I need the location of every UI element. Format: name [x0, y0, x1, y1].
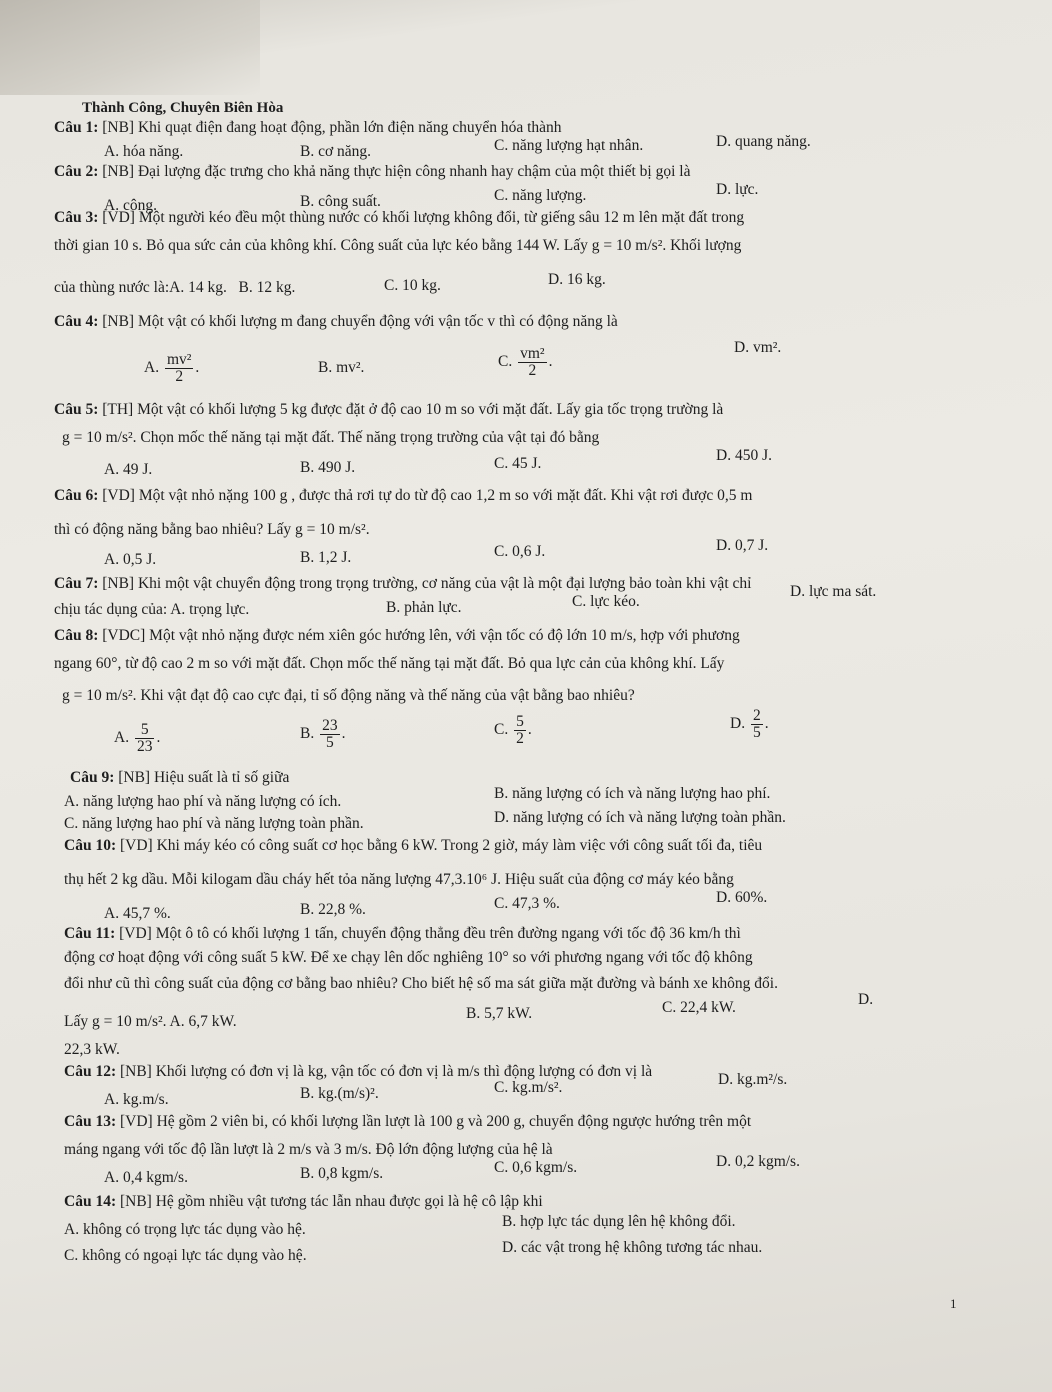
q8-option-a: A. $\frac{5}{23}$ . [114, 721, 161, 755]
q5-option-d: D. 450 J. [716, 447, 772, 464]
question-14-stem: Câu 14: [NB] Hệ gồm nhiều vật tương tác lẫn nhau được gọi là hệ cô lập khi [64, 1193, 543, 1210]
q6-option-b: B. 1,2 J. [300, 549, 352, 566]
q7-option-b: B. phản lực. [386, 599, 462, 616]
question-3-stem-2: thời gian 10 s. Bỏ qua sức cản của không khí. Công suất của lực kéo bằng 144 W. Lấy g = 10 m/s². Khối lượng [54, 237, 742, 254]
q13-option-b: B. 0,8 kgm/s. [300, 1165, 384, 1182]
q13-option-c: C. 0,6 kgm/s. [494, 1159, 578, 1176]
q10-option-b: B. 22,8 %. [300, 901, 366, 918]
question-11-stem-1: Câu 11: [VD] Một ô tô có khối lượng 1 tấn, chuyển động thẳng đều trên đường ngang với tốc độ 36 km/h thì [64, 925, 741, 942]
q7-option-d: D. lực ma sát. [790, 583, 877, 600]
question-8-stem-2: ngang 60°, từ độ cao 2 m so với mặt đất. Chọn mốc thế năng tại mặt đất. Bỏ qua lực cản của không khí. Lấy [54, 655, 725, 672]
question-5-stem-2: g = 10 m/s². Chọn mốc thế năng tại mặt đất. Thế năng trọng trường của vật tại đó bằng [62, 429, 600, 446]
question-12-stem: Câu 12: [NB] Khối lượng có đơn vị là kg, vận tốc có đơn vị là m/s thì động lượng có đơn vị là [64, 1063, 653, 1080]
question-9-stem: Câu 9: [NB] Hiệu suất là tỉ số giữa [70, 769, 290, 786]
question-13-stem-1: Câu 13: [VD] Hệ gồm 2 viên bi, có khối lượng lần lượt là 100 g và 200 g, chuyển động ngược hướng trên một [64, 1113, 752, 1130]
q1-option-a: A. hóa năng. [104, 143, 184, 160]
q8-option-b: B. $\frac{23}{5}$ . [300, 717, 346, 751]
question-10-stem-2: thụ hết 2 kg dầu. Mỗi kilogam dầu cháy hết tỏa năng lượng 47,3.10⁶ J. Hiệu suất của động cơ máy kéo bằng [64, 871, 734, 888]
q13-option-d: D. 0,2 kgm/s. [716, 1153, 800, 1170]
q7-option-c: C. lực kéo. [572, 593, 640, 610]
question-2-stem: Câu 2: [NB] Đại lượng đặc trưng cho khả năng thực hiện công nhanh hay chậm của một thiết bị gọi là [54, 163, 691, 180]
question-6-stem-1: Câu 6: [VD] Một vật nhỏ nặng 100 g , được thả rơi tự do từ độ cao 1,2 m so với mặt đất. Khi vật rơi được 0,5 m [54, 487, 753, 504]
question-8-stem-1: Câu 8: [VDC] Một vật nhỏ nặng được ném xiên góc hướng lên, với vận tốc có độ lớn 10 m/s, hợp với phương [54, 627, 740, 644]
q13-option-a: A. 0,4 kgm/s. [104, 1169, 188, 1186]
q14-option-b: B. hợp lực tác dụng lên hệ không đổi. [502, 1213, 736, 1230]
question-7-stem-2: chịu tác dụng của: A. trọng lực. [54, 601, 250, 618]
q4-option-c: C. $\frac{\text{vm²}}{2}$ . [498, 345, 553, 379]
page-fold-shadow [0, 0, 260, 95]
question-3-stem-1: Câu 3: [VD] Một người kéo đều một thùng nước có khối lượng không đổi, từ giếng sâu 12 m lên mặt đất trong [54, 209, 745, 226]
question-4-stem: Câu 4: [NB] Một vật có khối lượng m đang chuyển động với vận tốc v thì có động năng là [54, 313, 618, 330]
q4-option-a: A. $\frac{\text{mv²}}{2}$ . [144, 351, 200, 385]
q10-option-c: C. 47,3 %. [494, 895, 560, 912]
q6-option-c: C. 0,6 J. [494, 543, 546, 560]
q2-option-a: A. công. [104, 197, 157, 214]
q9-option-d: D. năng lượng có ích và năng lượng toàn phần. [494, 809, 786, 826]
q10-option-a: A. 45,7 %. [104, 905, 171, 922]
school-header: Thành Công, Chuyên Biên Hòa [82, 100, 284, 116]
question-8-stem-3: g = 10 m/s². Khi vật đạt độ cao cực đại, tỉ số động năng và thế năng của vật bằng bao nhiêu? [62, 687, 635, 704]
question-3-stem-3: của thùng nước là:A. 14 kg. B. 12 kg. [54, 279, 296, 296]
page-number: 1 [950, 1296, 957, 1311]
q3-option-c: C. 10 kg. [384, 277, 441, 294]
q5-option-a: A. 49 J. [104, 461, 153, 478]
q12-option-d: D. kg.m²/s. [718, 1071, 788, 1088]
q12-option-b: B. kg.(m/s)². [300, 1085, 379, 1102]
q11-option-d: D. [858, 991, 874, 1008]
question-6-stem-2: thì có động năng bằng bao nhiêu? Lấy g = 10 m/s². [54, 521, 370, 538]
q4-option-d: D. vm². [734, 339, 782, 356]
q14-option-d: D. các vật trong hệ không tương tác nhau. [502, 1239, 763, 1256]
q9-option-b: B. năng lượng có ích và năng lượng hao phí. [494, 785, 771, 802]
q9-option-a: A. năng lượng hao phí và năng lượng có ích. [64, 793, 342, 810]
q10-option-d: D. 60%. [716, 889, 768, 906]
q1-option-c: C. năng lượng hạt nhân. [494, 137, 644, 154]
q2-option-c: C. năng lượng. [494, 187, 587, 204]
q11-option-b: B. 5,7 kW. [466, 1005, 533, 1022]
question-1-stem: Câu 1: [NB] Khi quạt điện đang hoạt động, phần lớn điện năng chuyển hóa thành [54, 119, 562, 136]
q6-option-a: A. 0,5 J. [104, 551, 157, 568]
question-11-stem-4: Lấy g = 10 m/s². A. 6,7 kW. [64, 1013, 237, 1030]
q9-option-c: C. năng lượng hao phí và năng lượng toàn phần. [64, 815, 364, 832]
q3-option-d: D. 16 kg. [548, 271, 606, 288]
q2-option-b: B. công suất. [300, 193, 381, 210]
q11-option-d-value: 22,3 kW. [64, 1041, 120, 1058]
q2-option-d: D. lực. [716, 181, 759, 198]
q6-option-d: D. 0,7 J. [716, 537, 769, 554]
q8-option-d: D. $\frac{2}{5}$ . [730, 707, 769, 741]
question-5-stem-1: Câu 5: [TH] Một vật có khối lượng 5 kg được đặt ở độ cao 10 m so với mặt đất. Lấy gia tốc trọng trường là [54, 401, 724, 418]
q11-option-c: C. 22,4 kW. [662, 999, 736, 1016]
question-11-stem-3: đổi như cũ thì công suất của động cơ bằng bao nhiêu? Cho biết hệ số ma sát giữa mặt đường và bánh xe không đổi. [64, 975, 778, 992]
q8-option-c: C. $\frac{5}{2}$ . [494, 713, 532, 747]
q5-option-b: B. 490 J. [300, 459, 356, 476]
question-13-stem-2: máng ngang với tốc độ lần lượt là 2 m/s và 3 m/s. Độ lớn động lượng của hệ là [64, 1141, 553, 1158]
question-10-stem-1: Câu 10: [VD] Khi máy kéo có công suất cơ học bằng 6 kW. Trong 2 giờ, máy làm việc với công suất tối đa, tiêu [64, 837, 763, 854]
q12-option-a: A. kg.m/s. [104, 1091, 169, 1108]
q4-option-b: B. mv². [318, 359, 365, 376]
q1-option-d: D. quang năng. [716, 133, 811, 150]
q1-option-b: B. cơ năng. [300, 143, 372, 160]
q12-option-c: C. kg.m/s². [494, 1079, 563, 1096]
question-11-stem-2: động cơ hoạt động với công suất 5 kW. Để xe chạy lên dốc nghiêng 10° so với phương ngang với tốc độ không [64, 949, 753, 966]
q14-option-a: A. không có trọng lực tác dụng vào hệ. [64, 1221, 306, 1238]
question-7-stem-1: Câu 7: [NB] Khi một vật chuyển động trong trọng trường, cơ năng của vật là một đại lượng bảo toàn khi vật chỉ [54, 575, 752, 592]
q14-option-c: C. không có ngoại lực tác dụng vào hệ. [64, 1247, 307, 1264]
q5-option-c: C. 45 J. [494, 455, 542, 472]
